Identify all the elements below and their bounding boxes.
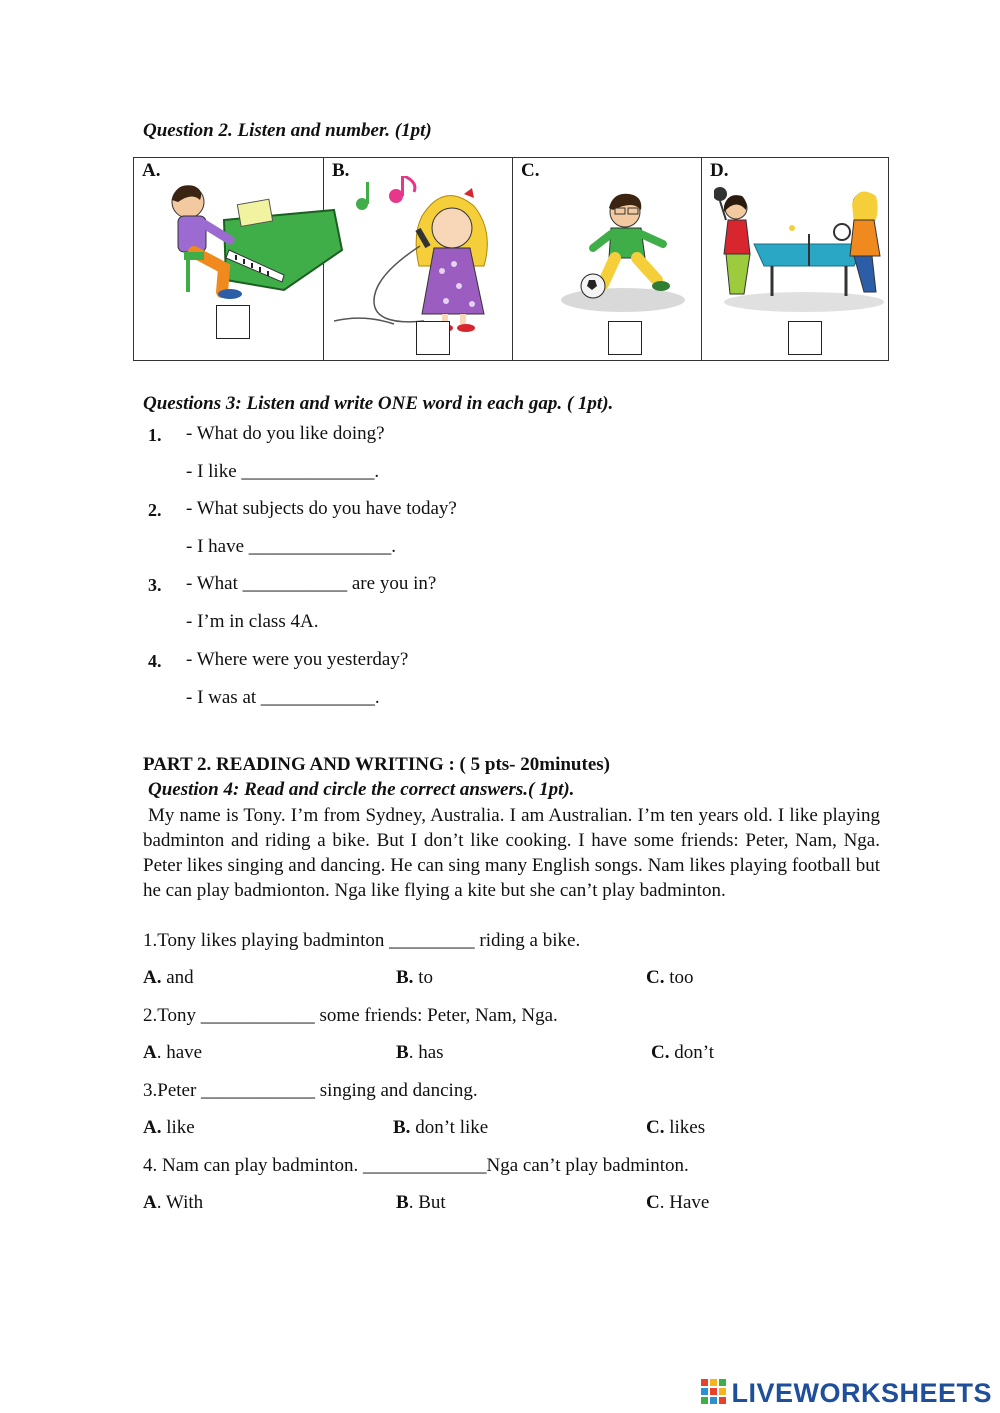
boy-playing-piano-image [164,180,344,305]
q3-item-2-number: 2. [148,500,162,520]
q3-item-1-number: 1. [148,425,162,445]
q4-q4-option-a[interactable] [143,1192,203,1214]
option-letter: A. [143,967,162,988]
girls-playing-table-tennis-image [714,184,889,319]
q4-question-4: 4. Nam can play badminton. _____________Nga can’t play badminton. [143,1155,689,1176]
q3-item-3-answer: - I’m in class 4A. [186,611,319,632]
answer-box-c[interactable] [608,321,642,355]
liveworksheets-logo-icon [701,1379,727,1407]
q4-q3-option-b[interactable] [393,1117,488,1139]
option-text: . With [156,1192,204,1213]
girl-singing-image [334,176,514,336]
answer-box-a[interactable] [216,305,250,339]
reading-passage: My name is Tony. I’m from Sydney, Australia. I am Australian. I’m ten years old. I like playing badminton and riding a bike. But I don’t like cooking. I have some friends: Peter, Nam, Nga. Peter likes singing and dancing. He can sing many English songs. Nam likes playing football but he can play badmionton. Nga like flying a kite but she can’t play badminton. [143,805,880,901]
liveworksheets-logo-text: LIVEWORKSHEETS [731,1377,992,1408]
q4-q1-option-a[interactable] [143,967,194,989]
boy-playing-football-image [553,188,693,313]
question-2-title: Question 2. Listen and number. (1pt) [143,120,432,141]
option-text: . Have [659,1192,710,1213]
q4-q1-option-b[interactable] [396,967,433,989]
q3-item-3-question[interactable]: - What ___________ are you in? [186,573,437,594]
cell-letter: B. [332,160,350,181]
q4-q2-option-c[interactable] [651,1042,714,1064]
q3-item-2-answer[interactable]: - I have _______________. [186,536,397,557]
option-text: don’t [669,1042,714,1063]
q4-q2-option-b[interactable] [396,1042,444,1064]
q4-q4-option-c[interactable] [646,1192,709,1214]
option-text: likes [664,1117,706,1138]
q4-question-3: 3.Peter ____________ singing and dancing. [143,1080,478,1101]
answer-box-b[interactable] [416,321,450,355]
option-letter: B [396,1192,409,1213]
option-letter: A [143,1192,157,1213]
option-letter: C. [651,1042,670,1063]
q3-item-4-answer[interactable]: - I was at ____________. [186,687,380,708]
option-letter: B. [396,967,414,988]
question-4-title: Question 4: Read and circle the correct answers.( 1pt). [148,779,575,800]
q4-question-2: 2.Tony ____________ some friends: Peter, Nam, Nga. [143,1005,558,1026]
picture-cell-a [134,158,323,360]
option-text: . have [156,1042,203,1063]
q3-item-1-answer[interactable]: - I like ______________. [186,461,380,482]
option-letter: C. [646,1117,665,1138]
cell-letter: D. [710,160,729,181]
q4-q3-option-c[interactable] [646,1117,705,1139]
option-text: . But [408,1192,446,1213]
option-letter: C [646,1192,660,1213]
q3-item-1-question: - What do you like doing? [186,423,385,444]
q4-question-1: 1.Tony likes playing badminton _________ riding a bike. [143,930,581,951]
option-letter: A. [143,1117,162,1138]
option-text: and [161,967,194,988]
cell-letter: A. [142,160,161,181]
picture-cell-c [513,158,701,360]
cell-letter: C. [521,160,540,181]
answer-box-d[interactable] [788,321,822,355]
q4-q2-option-a[interactable] [143,1042,202,1064]
q3-item-2-question: - What subjects do you have today? [186,498,457,519]
q3-item-3-number: 3. [148,575,162,595]
option-letter: B [396,1042,409,1063]
picture-table [133,157,889,361]
option-letter: A [143,1042,157,1063]
option-text: like [161,1117,195,1138]
liveworksheets-logo [701,1378,992,1408]
q3-item-4-number: 4. [148,651,162,671]
picture-cell-b [324,158,512,360]
option-text: too [664,967,694,988]
option-letter: C. [646,967,665,988]
option-text: don’t like [410,1117,489,1138]
q3-item-4-question: - Where were you yesterday? [186,649,409,670]
q4-q3-option-a[interactable] [143,1117,195,1139]
question-3-title: Questions 3: Listen and write ONE word in each gap. ( 1pt). [143,393,614,414]
q4-q4-option-b[interactable] [396,1192,446,1214]
option-text: to [413,967,433,988]
option-text: . has [408,1042,444,1063]
picture-cell-d [702,158,889,360]
option-letter: B. [393,1117,411,1138]
part-2-heading: PART 2. READING AND WRITING : ( 5 pts- 20minutes) [143,754,610,775]
q4-q1-option-c[interactable] [646,967,694,989]
